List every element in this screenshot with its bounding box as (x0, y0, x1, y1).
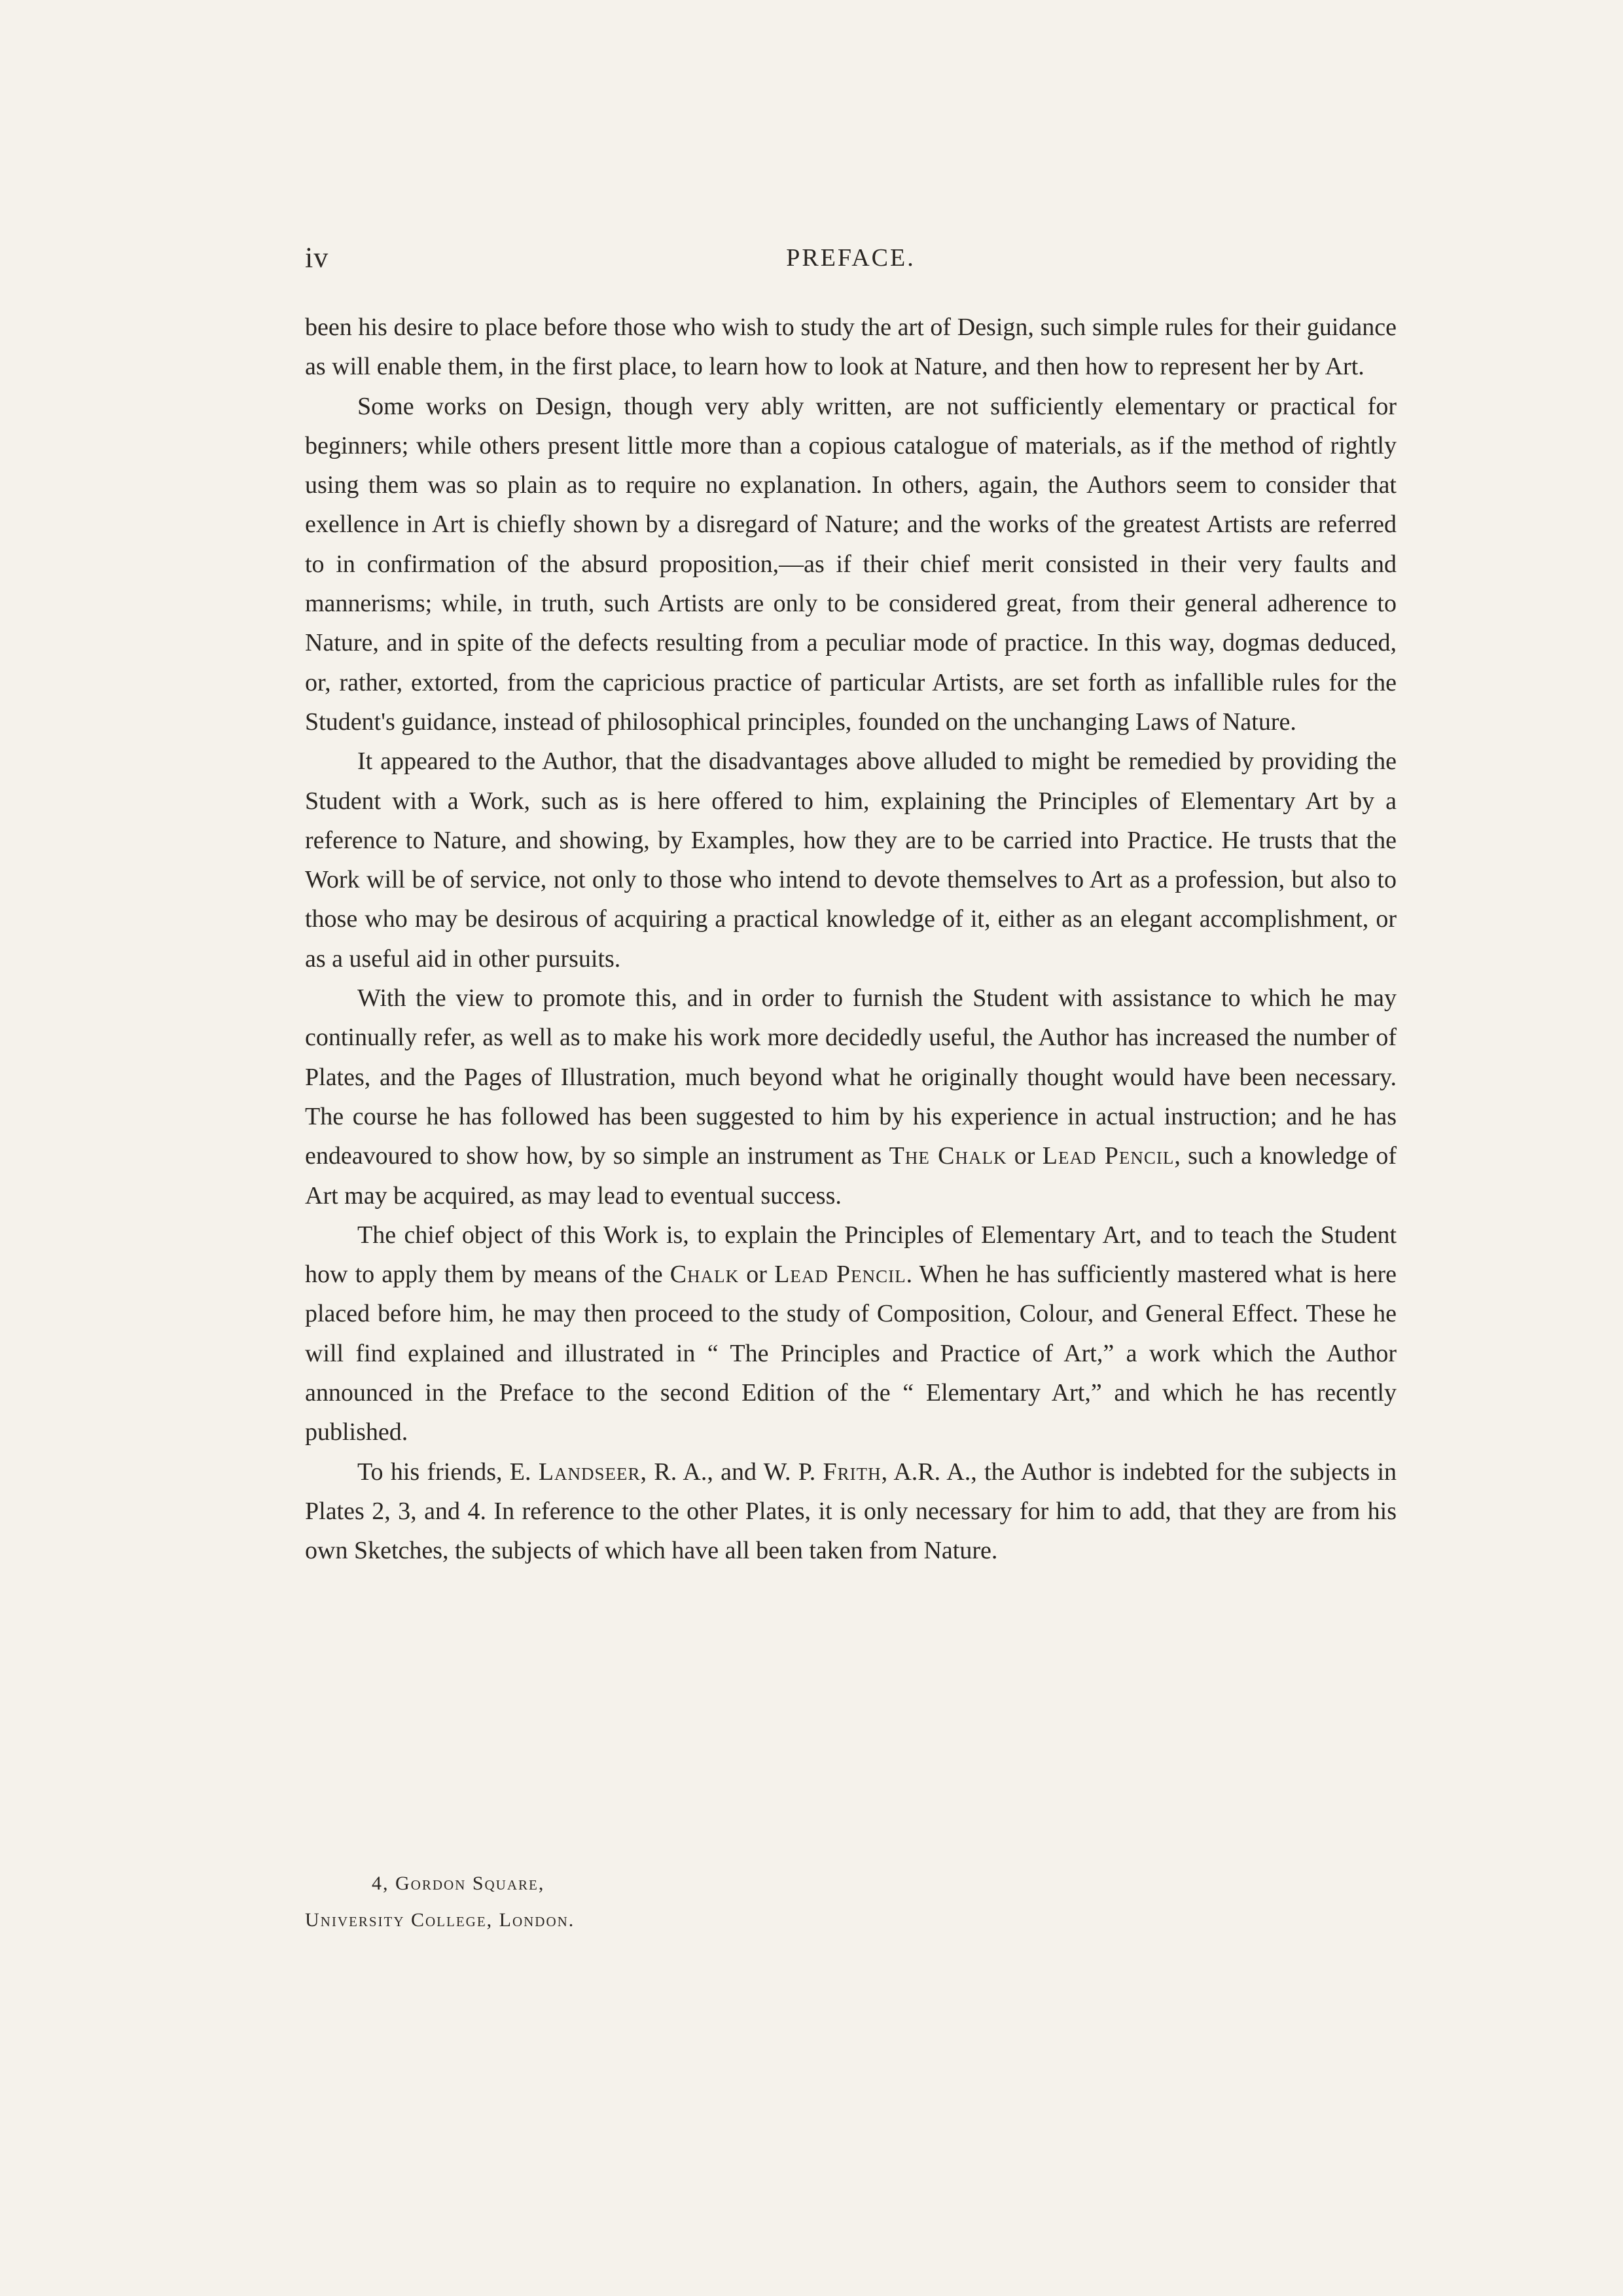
chalk-term: The Chalk (889, 1142, 1007, 1170)
lead-pencil-term: Lead Pencil (774, 1261, 906, 1289)
paragraph-3: It appeared to the Author, that the disadvantages above alluded to might be remedied by providing the Student with a Work, such as is here offered to him, explaining the Principles of Elementary Art by a reference to Nature, and showing, by Examples, how they are to be carried into Practice. He trusts that the Work will be of service, not only to those who intend to devote themselves to Art as a profession, but also to those who may be desirous of acquiring a practical knowledge of it, either as an elegant accomplishment, or as a useful aid in other pursuits. (305, 747, 1397, 973)
paragraph-4 (305, 978, 1397, 1215)
paragraph-5-text-b: or (746, 1261, 767, 1289)
running-title: PREFACE. (786, 244, 916, 272)
lead-pencil-term: Lead Pencil (1042, 1142, 1175, 1170)
preface-body (305, 308, 1397, 1571)
paragraph-4-text-c: , such a knowledge of Art may be acquired, as may lead to eventual success. (305, 1142, 1397, 1210)
paragraph-2: Some works on Design, though very ably written, are not sufficiently elementary or practical for beginners; while others present little more than a copious catalogue of materials, as if the method of rightly using them was so plain as to require no explanation. In others, again, the Authors seem to consider that exellence in Art is chiefly shown by a disregard of Nature; and the works of the greatest Artists are referred to in confirmation of the absurd proposition,—as if their chief merit consisted in their very faults and mannerisms; while, in truth, such Artists are only to be considered great, from their general adherence to Nature, and in spite of the defects resulting from a peculiar mode of practice. In this way, dogmas deduced, or, rather, extorted, from the capricious practice of particular Artists, are set forth as infallible rules for the Student's guidance, instead of philosophical principles, founded on the unchanging Laws of Nature. (305, 392, 1397, 736)
frith-name: Frith (823, 1458, 882, 1486)
paragraph-6-text-a: To his friends, E. (357, 1458, 531, 1486)
paragraph-1: been his desire to place before those who wish to study the art of Design, such simple rules for their guidance as will enable them, in the first place, to learn how to look at Nature, and then how to represent her by Art. (305, 314, 1397, 381)
chalk-term: Chalk (669, 1261, 740, 1289)
paragraph-6 (305, 1452, 1397, 1571)
author-address (305, 1865, 575, 1939)
paragraph-5 (305, 1215, 1397, 1452)
paragraph-4-text-b: or (1014, 1142, 1035, 1170)
landseer-name: Landseer (538, 1458, 641, 1486)
paragraph-4-text-a: With the view to promote this, and in order to furnish the Student with assistance to which he may continually refer, as well as to make his work more decidedly useful, the Author has increased the number of Plates, and the Pages of Illustration, much beyond what he originally thought would have been necessary. The course he has followed has been suggested to him by his experience in actual instruction; and he has endeavoured to show how, by so simple an instrument as (305, 984, 1397, 1170)
paragraph-6-text-c: , A.R. A., the Author is indebted for the subjects in Plates 2, 3, and 4. In reference to the other Plates, it is only necessary for him to add, that they are from his own Sketches, the subjects of which have all been taken from Nature. (305, 1458, 1397, 1565)
paragraph-5-text-a: The chief object of this Work is, to explain the Principles of Elementary Art, and to teach the Student how to apply them by means of the (305, 1221, 1397, 1289)
running-head (305, 241, 1397, 280)
paragraph-5-text-c: . When he has sufficiently mastered what is here placed before him, he may then proceed to the study of Composition, Colour, and General Effect. These he will find explained and illustrated in “ The Principles and Practice of Art,” a work which the Author announced in the Preface to the second Edition of the “ Elementary Art,” and which he has recently published. (305, 1261, 1397, 1446)
page-number: iv (305, 242, 329, 274)
paragraph-6-text-b: , R. A., and W. P. (640, 1458, 816, 1486)
address-line-1: 4, Gordon Square, (372, 1873, 545, 1894)
address-line-2: University College, London. (305, 1909, 575, 1931)
